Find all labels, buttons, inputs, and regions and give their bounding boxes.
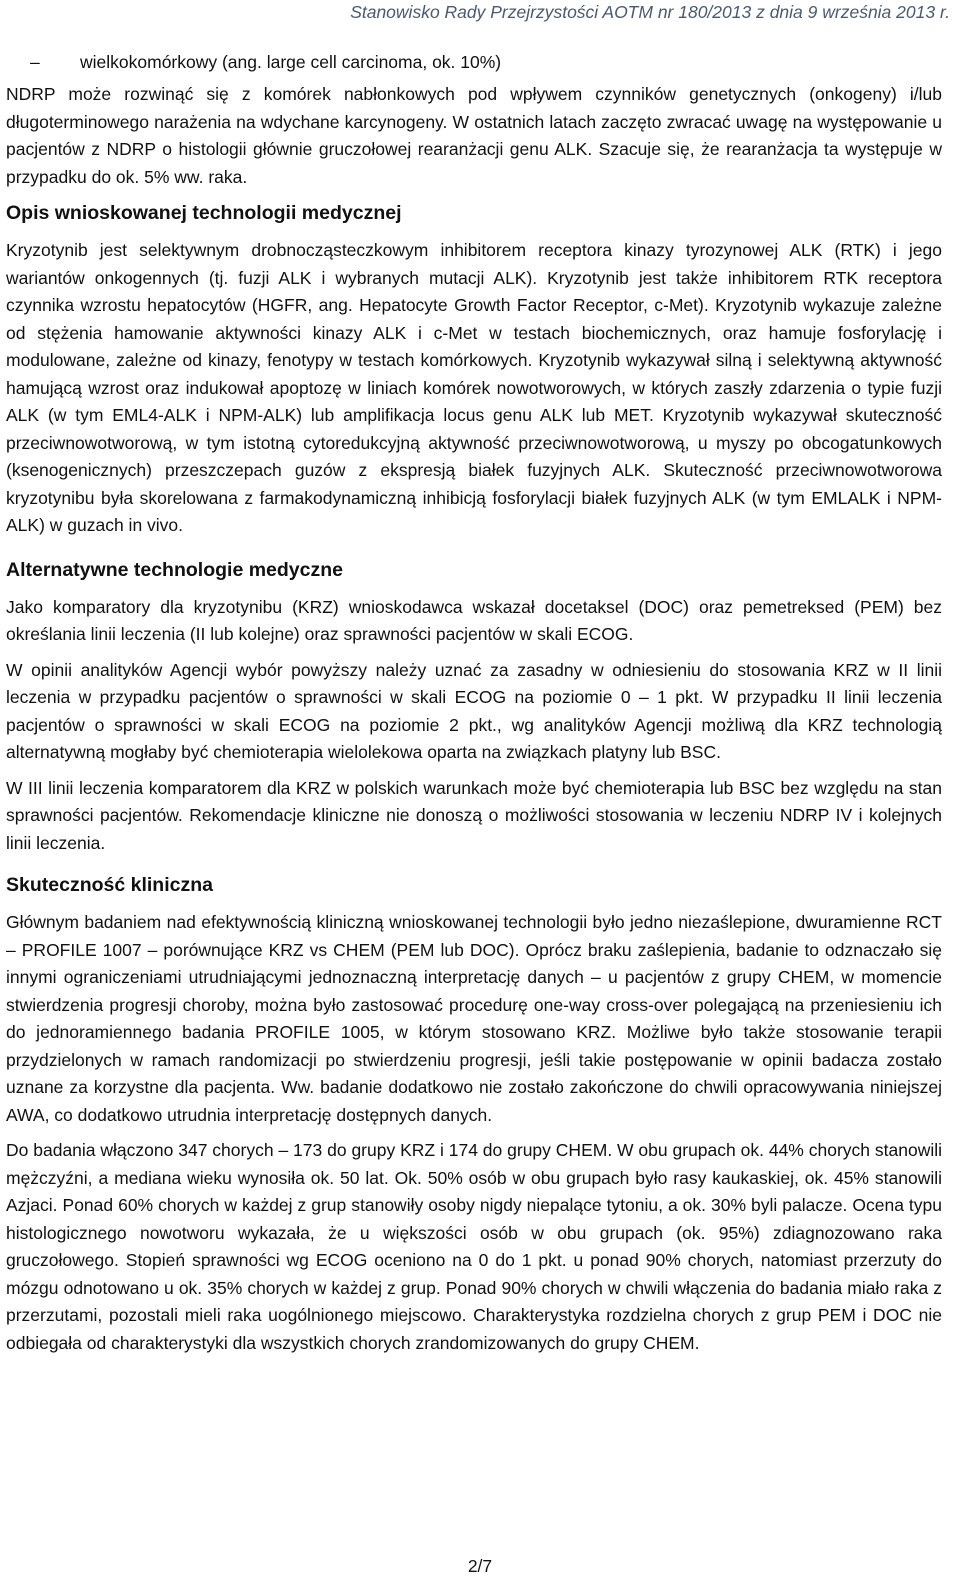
paragraph-crizotinib: Kryzotynib jest selektywnym drobnocząsteczkowym inhibitorem receptora kinazy tyrozynowej ALK (RTK) i jego wariantów onkogennych (tj. fuzji ALK i wybranych mutacji ALK). Kryzotynib jest także inhibitorem RTK receptora czynnika wzrostu hepatocytów (HGFR, ang. Hepatocyte Growth Factor Receptor, c-Met). Kryzotynib wykazuje zależne od stężenia hamowanie aktywności kinazy ALK i c-Met w testach biochemicznych, oraz hamuje fosforylację i modulowane, zależne od kinazy, fenotypy w testach komórkowych. Kryzotynib wykazywał silną i selektywną aktywność hamującą wzrost oraz indukował apoptozę w liniach komórek nowotworowych, w których zaszły zdarzenia o typie fuzji ALK (w tym EML4-ALK i NPM-ALK) lub amplifikacja locus genu ALK lub MET. Kryzotynib wykazywał skuteczność przeciwnowotworową, w tym istotną cytoredukcyjną aktywność przeciwnowotworową, u myszy po obcogatunkowych (ksenogenicznych) przeszczepach guzów z ekspresją białek fuzyjnych ALK. Skuteczność przeciwnowotworowa kryzotynibu była skorelowana z farmakodynamiczną inhibicją fosforylacji białek fuzyjnych ALK (w tym EMLALK i NPM-ALK) w guzach in vivo. — [6, 240, 942, 535]
heading-clinical-efficacy: Skuteczność kliniczna — [6, 874, 213, 896]
paragraph-ndrp: NDRP może rozwinąć się z komórek nabłonkowych pod wpływem czynników genetycznych (onkogeny) i/lub długoterminowego narażenia na wdychane karcynogeny. W ostatnich latach zaczęto zwracać uwagę na występowanie u pacjentów z NDRP o histologii głównie gruczołowej rearanżacji genu ALK. Szacuje się, że rearanżacja ta występuje w przypadku do ok. 5% ww. raka. — [6, 84, 942, 187]
paragraph-third-line: W III linii leczenia komparatorem dla KRZ w polskich warunkach może być chemioterapia lub BSC bez względu na stan sprawności pacjentów. Rekomendacje kliniczne nie donoszą o możliwości stosowania w leczeniu NDRP IV i kolejnych linii leczenia. — [6, 777, 942, 853]
paragraph-main-study: Głównym badaniem nad efektywnością kliniczną wnioskowanej technologii było jedno niezaślepione, dwuramienne RCT – PROFILE 1007 – porównujące KRZ vs CHEM (PEM lub DOC). Oprócz braku zaślepienia, badanie to odznaczało się innymi ograniczeniami utrudniającymi jednoznaczną interpretację danych – u pacjentów z grupy CHEM, w momencie stwierdzenia progresji choroby, można było zastosować procedurę one-way cross-over polegającą na przeniesieniu ich do jednoramiennego badania PROFILE 1005, w którym stosowano KRZ. Możliwe było także stosowanie terapii przydzielonych w ramach randomizacji po stwierdzeniu progresji, jeśli takie postępowanie w opinii badacza zostało uznane za korzystne dla pacjenta. Ww. badanie dodatkowo nie zostało zakończone do chwili opracowywania niniejszej AWA, co dodatkowo utrudnia interpretację dostępnych danych. — [6, 912, 942, 1125]
paragraph-comparators: Jako komparatory dla kryzotynibu (KRZ) wnioskodawca wskazał docetaksel (DOC) oraz pemetreksed (PEM) bez określania linii leczenia (II lub kolejne) oraz sprawności pacjentów w skali ECOG. — [6, 596, 942, 644]
paragraph-study-population: Do badania włączono 347 chorych – 173 do grupy KRZ i 174 do grupy CHEM. W obu grupach ok. 44% chorych stanowili mężczyźni, a mediana wieku wynosiła ok. 50 lat. Ok. 50% osób w obu grupach było rasy kaukaskiej, ok. 45% stanowili Azjaci. Ponad 60% chorych w każdej z grup stanowiły osoby nigdy niepalące tytoniu, a ok. 30% byli palacze. Ocena typu histologicznego nowotworu wykazała, że u większości osób w obu grupach (ok. 95%) zdiagnozowano raka gruczołowego. Stopień sprawności wg ECOG oceniono na 0 do 1 pkt. u ponad 90% chorych, natomiast przerzuty do mózgu odnotowano u ok. 35% chorych w każdej z grup. Ponad 90% chorych w chwili włączenia do badania miało raka z przerzutami, pozostali mieli raka uogólnionego miejscowo. Charakterystyka rozdzielna chorych z grup PEM i DOC nie odbiegała od charakterystyki dla wszystkich chorych zrandomizowanych do grupy CHEM. — [6, 1140, 942, 1353]
heading-alternative-technologies: Alternatywne technologie medyczne — [6, 558, 343, 581]
document-body — [6, 48, 942, 1365]
list-item-text: wielkokomórkowy (ang. large cell carcinoma, ok. 10%) — [80, 52, 502, 72]
paragraph-agency-opinion: W opinii analityków Agencji wybór powyższy należy uznać za zasadny w odniesieniu do stosowania KRZ w II linii leczenia w przypadku pacjentów o sprawności w skali ECOG na poziomie 0 – 1 pkt. W przypadku II linii leczenia pacjentów o sprawności w skali ECOG na poziomie 2 pkt., wg analityków Agencji możliwą dla KRZ technologią alternatywną mogłaby być chemioterapia wielolekowa oparta na związkach platyny lub BSC. — [6, 659, 942, 762]
heading-technology-description: Opis wnioskowanej technologii medycznej — [6, 202, 402, 224]
list-item — [6, 48, 942, 76]
list-dash: – — [30, 52, 40, 72]
document-header: Stanowisko Rady Przejrzystości AOTM nr 180/2013 z dnia 9 września 2013 r. — [350, 2, 950, 22]
page-number: 2/7 — [467, 1556, 493, 1576]
